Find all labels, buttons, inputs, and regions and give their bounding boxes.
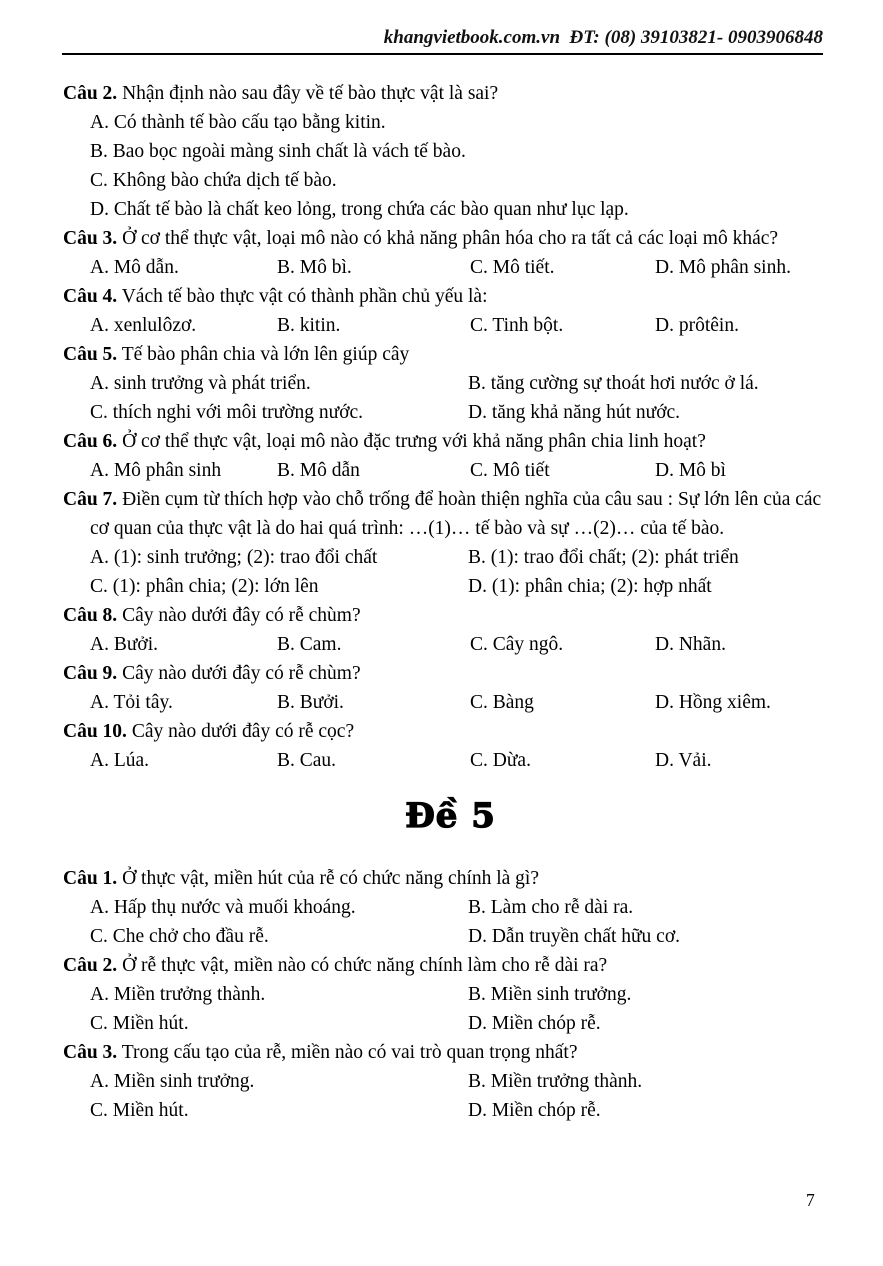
answer-option: A. Mô phân sinh: [90, 460, 222, 481]
answer-option: D. Miền chóp rễ.: [468, 1100, 601, 1121]
answer-option: B. (1): trao đổi chất; (2): phát triển: [468, 547, 739, 568]
answer-option: D. (1): phân chia; (2): hợp nhất: [468, 576, 712, 597]
answer-option: C. Mô tiết.: [470, 257, 555, 278]
question-body: Vách tế bào thực vật có thành phần chủ yếu là:: [121, 286, 488, 307]
answer-option: C. Tinh bột.: [470, 315, 564, 336]
question-block: [63, 282, 838, 340]
answer-option: A. Lúa.: [90, 750, 150, 771]
document-body: [63, 79, 838, 1125]
question-text-line: [63, 340, 838, 369]
options-group: [63, 369, 838, 427]
question-block: [63, 864, 838, 951]
question-block: [63, 717, 838, 775]
answer-option: D. Chất tế bào là chất keo lỏng, trong chứa các bào quan như lục lạp.: [90, 199, 629, 220]
question-block: [63, 951, 838, 1038]
question-body: Ở rễ thực vật, miền nào có chức năng chính làm cho rễ dài ra?: [122, 955, 608, 976]
answer-option: C. Không bào chứa dịch tế bào.: [90, 170, 337, 191]
question-label: Câu 1.: [63, 868, 118, 889]
answer-option: C. Miền hút.: [90, 1100, 189, 1121]
question-body: Nhận định nào sau đây về tế bào thực vật là sai?: [122, 83, 499, 104]
question-block: [63, 485, 838, 601]
answer-option: A. Mô dẫn.: [90, 257, 179, 278]
answer-option: A. sinh trưởng và phát triển.: [90, 373, 311, 394]
question-text-line: [63, 224, 838, 253]
answer-option: B. kitin.: [277, 315, 341, 336]
options-group: [63, 630, 838, 659]
question-body: Cây nào dưới đây có rễ chùm?: [122, 605, 361, 626]
question-label: Câu 2.: [63, 83, 118, 104]
question-block: [63, 659, 838, 717]
question-label: Câu 4.: [63, 286, 118, 307]
answer-option: B. Cam.: [277, 634, 342, 655]
question-text-line: [63, 659, 838, 688]
answer-option: C. (1): phân chia; (2): lớn lên: [90, 576, 319, 597]
answer-option: B. Cau.: [277, 750, 337, 771]
answer-option: A. Có thành tế bào cấu tạo bằng kitin.: [90, 112, 386, 133]
question-block: [63, 601, 838, 659]
question-label: Câu 7.: [63, 489, 118, 510]
answer-option: A. Tỏi tây.: [90, 692, 173, 713]
answer-option: C. Che chở cho đầu rễ.: [90, 926, 269, 947]
question-block: [63, 427, 838, 485]
answer-option: A. (1): sinh trưởng; (2): trao đổi chất: [90, 547, 378, 568]
question-body: Điền cụm từ thích hợp vào chỗ trống để hoàn thiện nghĩa của câu sau : Sự lớn lên của các cơ quan của thực vật là do hai quá trình: …(1)… tế bào và sự …(2)… của tế bào.: [90, 489, 822, 539]
question-label: Câu 5.: [63, 344, 118, 365]
answer-option: B. Bao bọc ngoài màng sinh chất là vách tế bào.: [90, 141, 466, 162]
page-header: [62, 26, 823, 55]
answer-option: A. Bưởi.: [90, 634, 159, 655]
answer-option: B. Mô dẫn: [277, 460, 360, 481]
answer-option: B. Miền trưởng thành.: [468, 1071, 643, 1092]
options-group: [63, 543, 838, 601]
answer-option: B. Làm cho rễ dài ra.: [468, 897, 634, 918]
answer-option: D. Vải.: [655, 750, 712, 771]
question-body: Cây nào dưới đây có rễ chùm?: [122, 663, 361, 684]
question-text-line: [63, 427, 838, 456]
question-label: Câu 2.: [63, 955, 118, 976]
answer-option: D. Mô bì: [655, 460, 726, 481]
answer-option: D. Nhãn.: [655, 634, 726, 655]
question-label: Câu 9.: [63, 663, 118, 684]
question-label: Câu 10.: [63, 721, 127, 742]
answer-option: D. prôtêin.: [655, 315, 739, 336]
answer-option: D. Miền chóp rễ.: [468, 1013, 601, 1034]
question-body: Trong cấu tạo của rễ, miền nào có vai trò quan trọng nhất?: [121, 1042, 578, 1063]
question-body: Ở cơ thể thực vật, loại mô nào có khả năng phân hóa cho ra tất cả các loại mô khác?: [122, 228, 779, 249]
question-body: Ở thực vật, miền hút của rễ có chức năng chính là gì?: [122, 868, 540, 889]
section-title: Đề 5: [405, 796, 496, 836]
answer-option: A. xenlulôzơ.: [90, 315, 197, 336]
question-text-line: [63, 79, 838, 108]
question-label: Câu 3.: [63, 1042, 118, 1063]
question-block: [63, 340, 838, 427]
answer-option: C. Mô tiết: [470, 460, 550, 481]
options-group: [63, 688, 838, 717]
options-group: [63, 311, 838, 340]
question-label: Câu 6.: [63, 431, 118, 452]
header-site-info: khangvietbook.com.vn ĐT: (08) 39103821- 0903906848: [383, 27, 823, 48]
question-text-line: [63, 951, 838, 980]
question-text-line: [63, 601, 838, 630]
answer-option: D. Hồng xiêm.: [655, 692, 771, 713]
question-body: Cây nào dưới đây có rễ cọc?: [131, 721, 355, 742]
options-group: [63, 746, 838, 775]
question-text-line: [63, 485, 838, 543]
answer-option: B. Miền sinh trưởng.: [468, 984, 632, 1005]
options-group: [63, 1067, 838, 1125]
page-number: 7: [806, 1190, 815, 1210]
answer-option: B. tăng cường sự thoát hơi nước ở lá.: [468, 373, 759, 394]
answer-option: D. Dẫn truyền chất hữu cơ.: [468, 926, 681, 947]
answer-option: C. Miền hút.: [90, 1013, 189, 1034]
question-block: [63, 224, 838, 282]
options-group: [63, 893, 838, 951]
question-body: Tế bào phân chia và lớn lên giúp cây: [121, 344, 410, 365]
options-group: [63, 108, 838, 224]
question-label: Câu 3.: [63, 228, 118, 249]
answer-option: D. Mô phân sinh.: [655, 257, 791, 278]
options-group: [63, 980, 838, 1038]
question-text-line: [63, 1038, 838, 1067]
question-label: Câu 8.: [63, 605, 118, 626]
answer-option: C. Cây ngô.: [470, 634, 564, 655]
question-text-line: [63, 864, 838, 893]
question-text-line: [63, 282, 838, 311]
answer-option: C. Bàng: [470, 692, 534, 713]
answer-option: B. Bưởi.: [277, 692, 344, 713]
answer-option: A. Miền trưởng thành.: [90, 984, 266, 1005]
answer-option: A. Hấp thụ nước và muối khoáng.: [90, 897, 356, 918]
answer-option: D. tăng khả năng hút nước.: [468, 402, 681, 423]
question-text-line: [63, 717, 838, 746]
answer-option: B. Mô bì.: [277, 257, 352, 278]
answer-option: A. Miền sinh trưởng.: [90, 1071, 255, 1092]
answer-option: C. Dừa.: [470, 750, 531, 771]
answer-option: C. thích nghi với môi trường nước.: [90, 402, 364, 423]
options-group: [63, 253, 838, 282]
question-block: [63, 79, 838, 224]
question-body: Ở cơ thể thực vật, loại mô nào đặc trưng với khả năng phân chia linh hoạt?: [122, 431, 706, 452]
question-block: [63, 1038, 838, 1125]
options-group: [63, 456, 838, 485]
